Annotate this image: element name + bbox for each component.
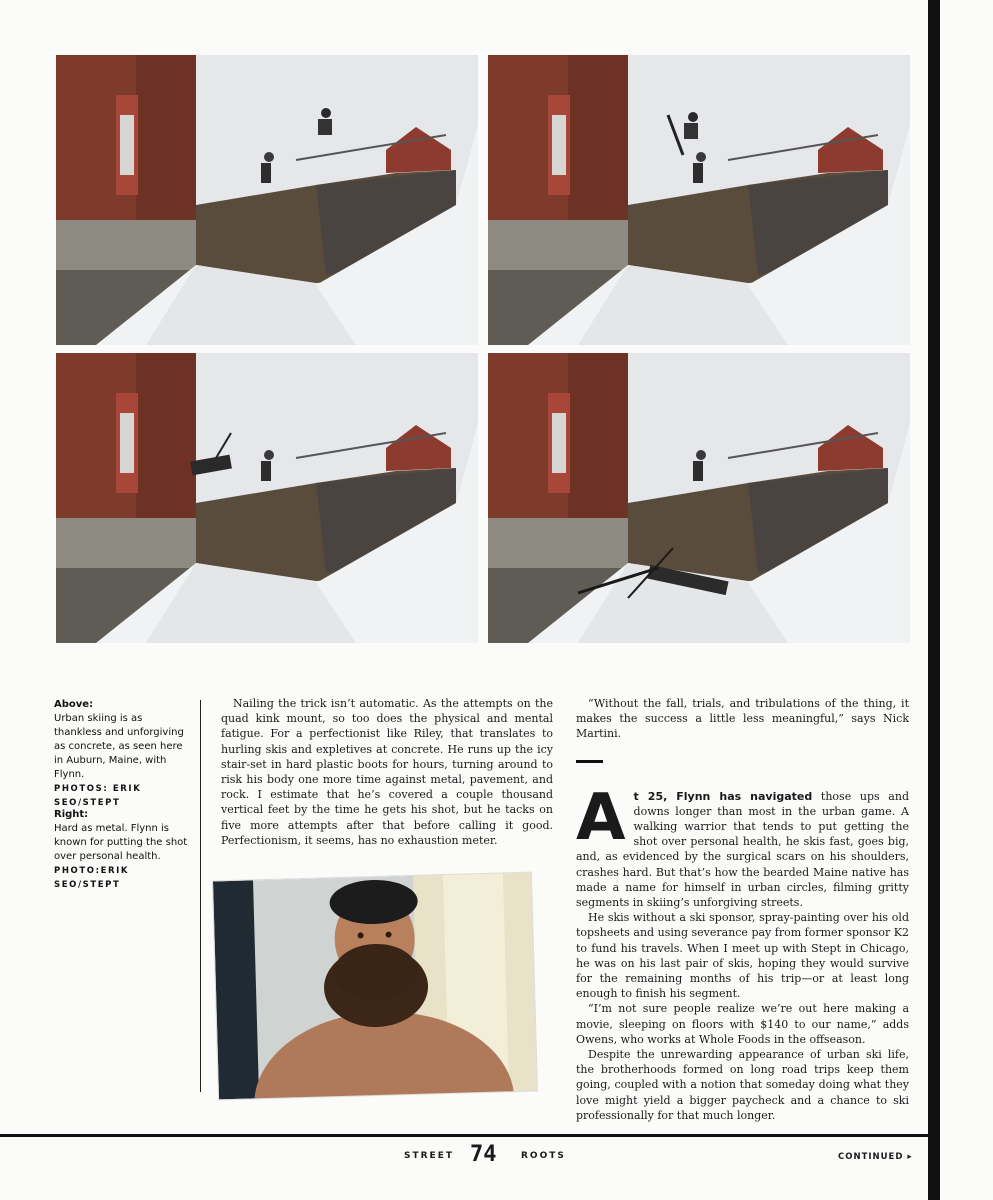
continued-label: CONTINUED ▸ [838,1152,913,1162]
caption-above-text: Urban skiing is as thankless and unforgiving as concrete, as seen here in Auburn, Maine, with Flynn. [54,713,184,780]
sequence-photo-2 [488,55,910,345]
caption-above-heading: Above: [54,699,94,710]
photo-sequence-grid [56,55,910,643]
sequence-photo-3 [56,353,478,643]
caption-right [54,808,189,892]
section-rule [576,760,603,763]
caption-right-heading: Right: [54,809,89,820]
article-paragraph: Despite the unrewarding appearance of urban ski life, the brotherhoods formed on long road trips keep them going, coupled with a notion that someday doing what they love might yield a bigger paycheck and a chance to ski professionally for that much longer. [576,1048,909,1122]
portrait-photo [213,873,537,1100]
article-column-middle [221,696,553,848]
caption-right-text: Hard as metal. Flynn is known for putting the shot over personal health. [54,823,188,862]
footer-rule [0,1134,940,1137]
column-divider [200,700,201,1092]
caption-above-credit: PHOTOS: ERIK SEO/STEPT [54,784,142,808]
folio-left-label: STREET [404,1151,454,1161]
page-edge-rule [928,0,940,1200]
caption-right-credit: PHOTO:ERIK SEO/STEPT [54,866,130,890]
drop-cap: A [576,780,626,855]
article-paragraph: He skis without a ski sponsor, spray-painting over his old topsheets and using severance pay from former sponsor K2 to fund his travels. When I meet up with Stept in Chicago, he was on his last pair of skis, hoping they would survive for the remaining months of his trip—or at least long enough to finish his segment. [576,911,909,1001]
article-paragraph: “I’m not sure people realize we’re out here making a movie, sleeping on floors with $140 to our name,” adds Owens, who works at Whole Foods in the offseason. [576,1002,909,1046]
page-number: 74 [470,1142,497,1167]
caption-above [54,698,189,810]
lead-in: t 25, Flynn has navigated [633,789,813,803]
article-paragraph [576,780,909,911]
sequence-photo-1 [56,55,478,345]
paragraph-text: those ups and downs longer than most in the urban game. A walking warrior that tends to put getting the shot over personal health, he skis fast, goes big, and, as evidenced by the surgical scars on his shoulders, crashes hard. But that’s how the bearded Maine native has made a name for himself in urban circles, filming gritty segments in skiing’s unforgiving streets. [576,789,909,910]
folio-right-label: ROOTS [521,1151,566,1161]
article-column-right [576,696,909,1123]
sequence-photo-4 [488,353,910,643]
pull-quote: “Without the fall, trials, and tribulations of the thing, it makes the success a little less meaningful,” says Nick Martini. [576,697,909,741]
article-paragraph: Nailing the trick isn’t automatic. As the attempts on the quad kink mount, so too does the physical and mental fatigue. For a perfectionist like Riley, that translates to hurling skis and expletives at concrete. He runs up the icy stair-set in hard plastic boots for hours, turning around to risk his body one more time against metal, pavement, and rock. I estimate that he’s covered a couple thousand vertical feet by the time he gets his shot, but he tacks on five more attempts after that before calling it good. Perfectionism, it seems, has no exhaustion meter. [221,697,553,847]
